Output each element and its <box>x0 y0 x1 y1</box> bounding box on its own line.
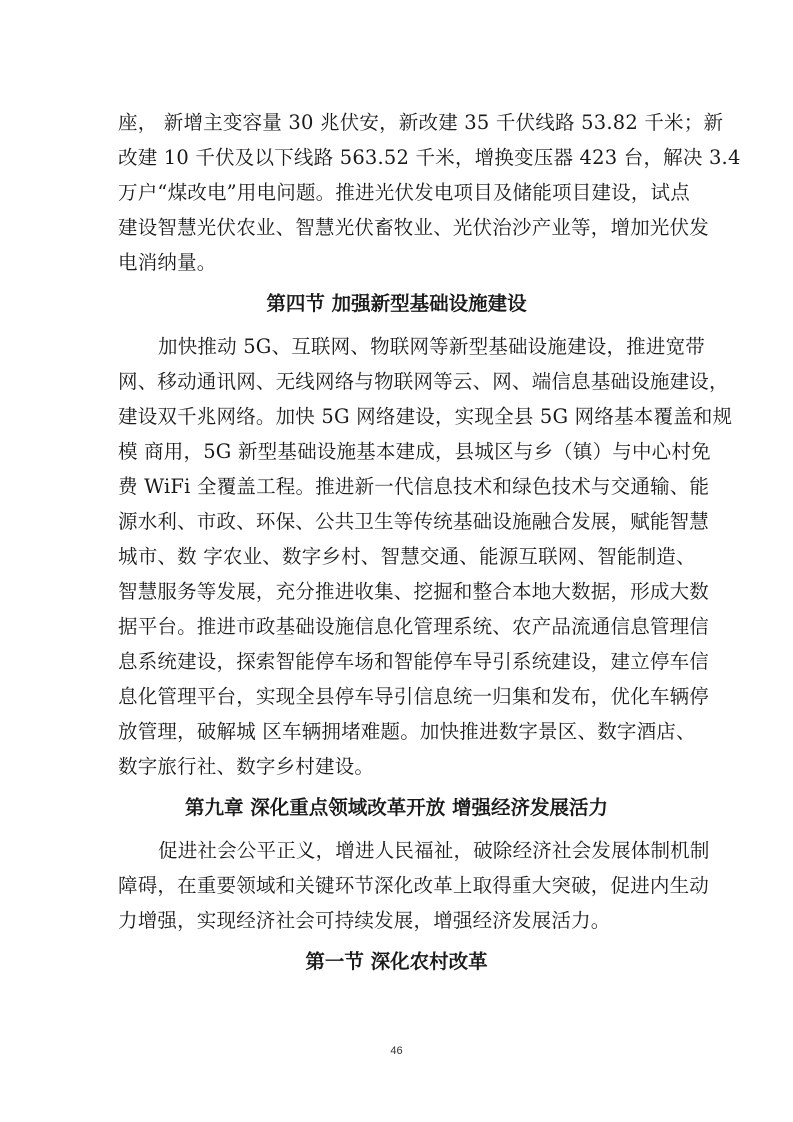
text-line: 障碍，在重要领域和关键环节深化改革上取得重大突破，促进内生动 <box>118 874 710 897</box>
text-line: 息化管理平台，实现全县停车导引信息统一归集和发布，优化车辆停 <box>118 685 710 708</box>
text-line: 座， 新增主变容量 30 兆伏安，新改建 35 千伏线路 53.82 千米；新 <box>118 111 724 134</box>
chapter-heading: 第九章 深化重点领域改革开放 增强经济发展活力 <box>184 796 609 819</box>
text-line: 源水利、市政、环保、公共卫生等传统基础设施融合发展，赋能智慧 <box>118 510 710 533</box>
text-line: 力增强，实现经济社会可持续发展，增强经济发展活力。 <box>118 909 611 932</box>
text-line: 建设双千兆网络。加快 5G 网络建设，实现全县 5G 网络基本覆盖和规 <box>118 405 733 428</box>
text-line: 建设智慧光伏农业、智慧光伏畜牧业、光伏治沙产业等，增加光伏发 <box>118 216 710 239</box>
text-line: 城市、数 字农业、数字乡村、智慧交通、能源互联网、智能制造、 <box>118 545 696 568</box>
text-line: 智慧服务等发展，充分推进收集、挖掘和整合本地大数据，形成大数 <box>118 580 710 603</box>
text-line: 促进社会公平正义，增进人民福祉，破除经济社会发展体制机制 <box>158 839 710 862</box>
text-line: 费 WiFi 全覆盖工程。推进新一代信息技术和绿色技术与交通输、能 <box>118 475 710 498</box>
text-line: 电消纳量。 <box>118 251 217 274</box>
text-line: 数字旅行社、数字乡村建设。 <box>118 755 375 778</box>
text-line: 据平台。推进市政基础设施信息化管理系统、农产品流通信息管理信 <box>118 615 710 638</box>
text-line: 网、移动通讯网、无线网络与物联网等云、网、端信息基础设施建设， <box>118 370 729 393</box>
text-line: 改建 10 千伏及以下线路 563.52 千米，增换变压器 423 台，解决 3.4 <box>118 146 741 169</box>
section-heading: 第一节 深化农村改革 <box>305 950 488 973</box>
page-number: 46 <box>390 1045 403 1057</box>
section-heading: 第四节 加强新型基础设施建设 <box>266 292 527 315</box>
text-line: 万户“煤改电”用电问题。推进光伏发电项目及储能项目建设，试点 <box>118 181 690 204</box>
text-line: 模 商用，5G 新型基础设施基本建成，县城区与乡（镇）与中心村免 <box>118 440 711 463</box>
text-line: 息系统建设，探索智能停车场和智能停车导引系统建设，建立停车信 <box>118 650 710 673</box>
text-line: 加快推动 5G、互联网、物联网等新型基础设施建设，推进宽带 <box>158 335 705 358</box>
text-line: 放管理，破解城 区车辆拥堵难题。加快推进数字景区、数字酒店、 <box>118 720 696 743</box>
